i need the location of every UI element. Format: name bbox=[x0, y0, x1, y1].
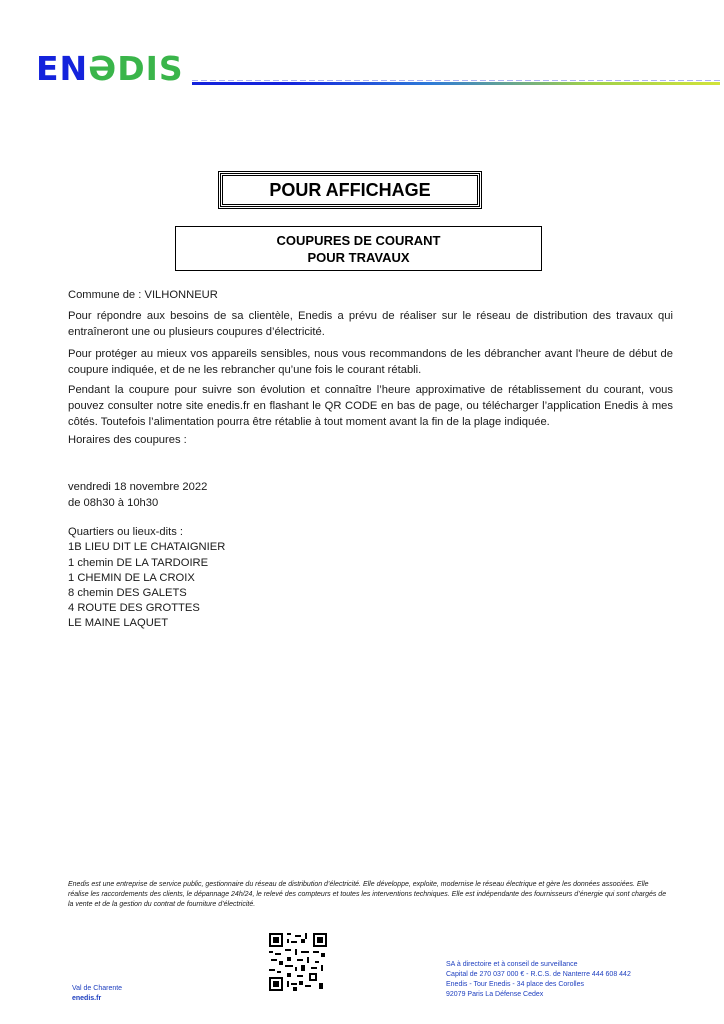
place-item: LE MAINE LAQUET bbox=[68, 617, 169, 629]
header-dashed-rule bbox=[192, 80, 720, 81]
enedis-logo bbox=[36, 49, 188, 88]
notice-title: POUR AFFICHAGE bbox=[269, 179, 431, 200]
company-line4: 92079 Paris La Défense Cedex bbox=[446, 991, 544, 998]
paragraph-1: Pour répondre aux besoins de sa clientèle, Enedis a prévu de réaliser sur le réseau de distribution des travaux qui entraîneront une ou plusieurs coupures d’électricité. bbox=[68, 310, 673, 338]
paragraph-2: Pour protéger au mieux vos appareils sensibles, nous vous recommandons de les débrancher avant l'heure de début de coupure indiquée, et de ne les rebrancher qu’une fois le courant rétabli. bbox=[68, 348, 673, 376]
header-gradient-rule bbox=[192, 82, 720, 85]
notice-subtitle-line2: POUR TRAVAUX bbox=[307, 250, 410, 265]
footer-region: Val de Charente bbox=[72, 985, 123, 992]
outage-time: de 08h30 à 10h30 bbox=[68, 497, 159, 509]
paragraph-3: Pendant la coupure pour suivre son évolution et connaître l’heure approximative de rétablissement du courant, vous pouvez consulter notre site enedis.fr en flashant le QR CODE en bas de page, ou télécharger l’application Enedis à mes côtés. Toutefois l’alimentation pourra être rétablie à tout moment avant la fin de la plage indiquée. bbox=[68, 384, 673, 428]
qr-code-icon bbox=[269, 933, 327, 991]
company-line1: SA à directoire et à conseil de surveillance bbox=[446, 961, 578, 968]
company-line3: Enedis - Tour Enedis - 34 place des Corolles bbox=[446, 981, 585, 988]
place-item: 8 chemin DES GALETS bbox=[68, 587, 187, 599]
footer-company-info bbox=[446, 960, 631, 1000]
horaires-label: Horaires des coupures : bbox=[68, 434, 187, 446]
logo-text-part1: EN bbox=[36, 49, 89, 88]
footer-disclaimer: Enedis est une entreprise de service public, gestionnaire du réseau de distribution d’électricité. Elle développe, exploite, modernise le réseau électrique et gère les données associées. Elle réalise les raccordements des clients, le dépannage 24h/24, le relevé des compteurs et toutes les interventions techniques. Elle est indépendante des fournisseurs d’énergie qui sont chargés de la vente et de la gestion du contrat de fourniture d’électricité. bbox=[68, 881, 667, 908]
notice-subtitle-box bbox=[175, 226, 542, 271]
place-item: 4 ROUTE DES GROTTES bbox=[68, 602, 200, 614]
quartiers-label: Quartiers ou lieux-dits : bbox=[68, 526, 184, 538]
footer-left bbox=[72, 984, 122, 1004]
logo-text-part2: ƏDIS bbox=[88, 49, 184, 88]
place-item: 1 CHEMIN DE LA CROIX bbox=[68, 572, 195, 584]
place-item: 1B LIEU DIT LE CHATAIGNIER bbox=[68, 541, 226, 553]
company-line2: Capital de 270 037 000 € - R.C.S. de Nanterre 444 608 442 bbox=[446, 971, 631, 978]
notice-subtitle-line1: COUPURES DE COURANT bbox=[276, 233, 441, 248]
place-item: 1 chemin DE LA TARDOIRE bbox=[68, 557, 209, 569]
notice-title-inner-border bbox=[222, 175, 478, 205]
footer-site-link[interactable]: enedis.fr bbox=[72, 995, 102, 1002]
outage-date: vendredi 18 novembre 2022 bbox=[68, 481, 208, 493]
commune-line: Commune de : VILHONNEUR bbox=[68, 289, 218, 301]
